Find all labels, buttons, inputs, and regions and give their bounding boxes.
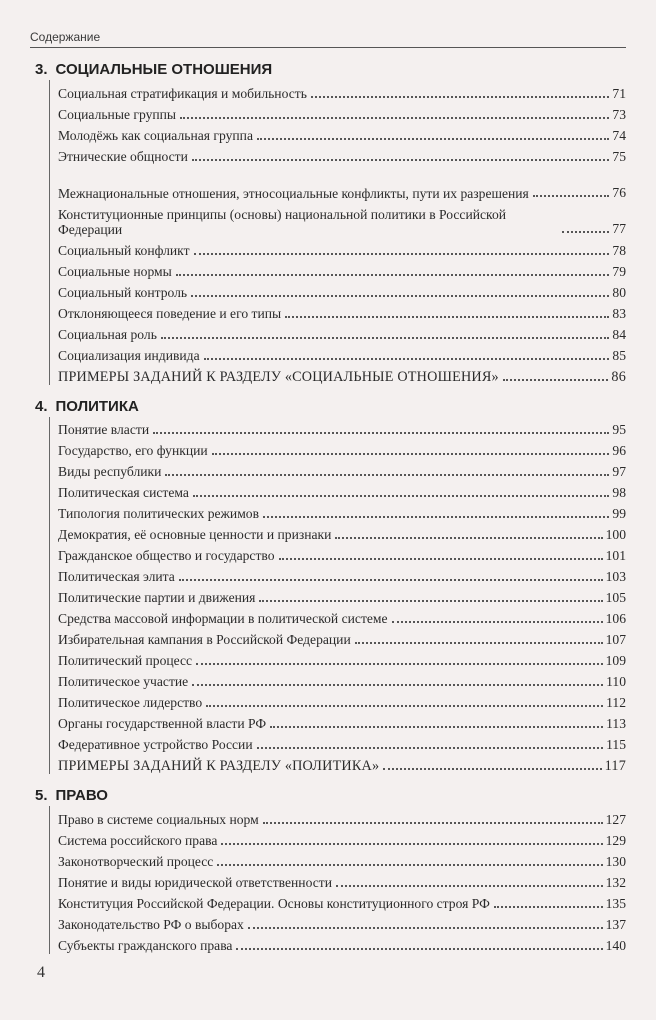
entry-page: 97 [612,464,626,479]
entry-page: 75 [612,149,626,164]
toc-entry[interactable] [50,627,626,648]
entry-page: 127 [605,812,626,827]
entry-page: 73 [612,107,626,122]
entry-page: 86 [611,369,626,385]
toc-entry[interactable] [50,201,626,237]
leader-dots [193,495,610,497]
toc-entry[interactable] [50,585,626,606]
leader-dots [279,558,603,560]
toc-entry[interactable] [50,80,626,102]
entry-title: Политическое участие [58,674,189,689]
toc-entry[interactable] [50,480,626,501]
entry-page: 74 [612,128,626,143]
toc-entry[interactable] [50,259,626,280]
section-heading: СОЦИАЛЬНЫЕ ОТНОШЕНИЯ [55,61,273,78]
header-title: Содержание [30,30,101,44]
entry-page: 85 [612,348,626,363]
entry-title: Политическая система [58,485,189,500]
entry-page: 78 [612,243,626,258]
entry-page: 71 [612,86,626,101]
entry-page: 132 [605,875,626,890]
leader-dots [355,642,603,644]
entry-title: Избирательная кампания в Российской Федерации [58,632,351,647]
entry-page: 77 [612,221,626,236]
entry-title: ПРИМЕРЫ ЗАДАНИЙ К РАЗДЕЛУ «ПОЛИТИКА» [58,758,380,774]
leader-dots [503,379,609,381]
section-heading: ПОЛИТИКА [55,398,139,415]
leader-dots [270,726,603,728]
entry-title: ПРИМЕРЫ ЗАДАНИЙ К РАЗДЕЛУ «СОЦИАЛЬНЫЕ ОТНОШЕНИЯ» [58,369,499,385]
entry-page: 80 [612,285,626,300]
entry-title: Межнациональные отношения, этносоциальные конфликты, пути их разрешения [58,186,529,201]
toc-entry[interactable] [50,891,626,912]
entry-title: Виды республики [58,464,162,479]
leader-dots [285,316,609,318]
toc-entry[interactable] [50,144,626,165]
entry-page: 76 [612,185,626,200]
toc-entry[interactable] [50,870,626,891]
leader-dots [533,195,610,197]
leader-dots [206,705,603,707]
entry-page: 113 [606,716,626,731]
leader-dots [179,579,603,581]
entry-title: Законодательство РФ о выборах [58,917,244,932]
entry-title: Типология политических режимов [58,506,260,521]
leader-dots [196,663,603,665]
entry-title: Социальный контроль [58,285,188,300]
toc-entry[interactable] [50,522,626,543]
toc-entry-examples[interactable] [50,753,626,774]
leader-dots [212,453,610,455]
leader-dots [161,337,609,339]
section-number: 3. [35,61,48,78]
entry-page: 105 [605,590,626,605]
leader-dots [335,537,602,539]
leader-dots [191,295,609,297]
entry-title: Социальный конфликт [58,243,190,258]
entry-title: Политические партии и движения [58,590,256,605]
leader-dots [153,432,609,434]
leader-dots [165,474,609,476]
toc-entry[interactable] [50,301,626,322]
entry-title: Социальные нормы [58,264,172,279]
leader-dots [259,600,602,602]
leader-dots [217,864,602,866]
leader-dots [257,747,604,749]
entry-page: 129 [605,833,626,848]
toc-entry[interactable] [50,806,626,828]
entry-title: Конституционные принципы (основы) национальной политики в Российской Федерации [58,207,507,237]
toc-entry[interactable] [50,165,626,201]
toc-entry[interactable] [50,501,626,522]
section-social-relations [32,60,626,385]
entry-title: Понятие и виды юридической ответственности [58,875,332,890]
entry-page: 109 [605,653,626,668]
entry-title: Социальная стратификация и мобильность [58,86,307,101]
toc-entry[interactable] [50,459,626,480]
section-politics [32,397,626,774]
entry-title: Конституция Российской Федерации. Основы конституционного строя РФ [58,896,490,911]
entry-page: 83 [612,306,626,321]
entry-title: Этнические общности [58,149,188,164]
section-number: 4. [35,398,48,415]
entry-page: 112 [606,695,626,710]
toc-entry[interactable] [50,438,626,459]
entry-title: Субъекты гражданского права [58,938,233,953]
toc-entry[interactable] [50,564,626,585]
toc-entry[interactable] [50,606,626,627]
toc-entry[interactable] [50,690,626,711]
leader-dots [383,768,601,770]
toc-entry[interactable] [50,828,626,849]
toc-entry[interactable] [50,237,626,259]
toc-entry[interactable] [50,123,626,144]
entry-title: Молодёжь как социальная группа [58,128,253,143]
entry-page: 140 [605,938,626,953]
leader-dots [180,117,609,119]
entry-page: 95 [612,422,626,437]
page-header [30,30,626,48]
section-title [35,397,626,417]
section-law [32,786,626,954]
entry-page: 106 [605,611,626,626]
entry-page: 79 [612,264,626,279]
entry-title: Социализация индивида [58,348,200,363]
toc-entry[interactable] [50,732,626,753]
leader-dots [194,253,610,255]
leader-dots [494,906,603,908]
leader-dots [336,885,603,887]
entry-title: Федеративное устройство России [58,737,253,752]
leader-dots [257,138,609,140]
leader-dots [248,927,603,929]
entry-title: Государство, его функции [58,443,208,458]
toc-entry[interactable] [50,648,626,669]
entry-page: 100 [605,527,626,542]
toc-entry[interactable] [50,849,626,870]
leader-dots [236,948,602,950]
section-title [35,786,626,806]
entry-page: 99 [612,506,626,521]
toc-entry[interactable] [50,280,626,301]
entry-title: Политическая элита [58,569,175,584]
entry-page: 84 [612,327,626,342]
entry-title: Средства массовой информации в политической системе [58,611,388,626]
leader-dots [192,159,610,161]
entry-title: Демократия, её основные ценности и признаки [58,527,332,542]
toc-entry[interactable] [50,711,626,732]
entry-title: Отклоняющееся поведение и его типы [58,306,282,321]
toc-entry[interactable] [50,912,626,933]
entry-page: 137 [605,917,626,932]
leader-dots [221,843,602,845]
entry-page: 135 [605,896,626,911]
leader-dots [204,358,610,360]
entry-page: 98 [612,485,626,500]
toc-entry[interactable] [50,102,626,123]
leader-dots [176,274,610,276]
entry-title: Законотворческий процесс [58,854,214,869]
entry-page: 96 [612,443,626,458]
toc-list [49,417,626,774]
toc-entry[interactable] [50,417,626,438]
toc-entry-examples[interactable] [50,364,626,385]
entry-title: Политическое лидерство [58,695,203,710]
section-title [35,60,626,80]
toc-entry[interactable] [50,322,626,343]
leader-dots [192,684,603,686]
page-number: 4 [37,964,45,981]
entry-page: 101 [605,548,626,563]
entry-page: 107 [605,632,626,647]
toc-entry[interactable] [50,343,626,364]
leader-dots [311,96,610,98]
toc-list [49,80,626,385]
entry-page: 130 [605,854,626,869]
section-heading: ПРАВО [55,787,108,804]
entry-title: Гражданское общество и государство [58,548,275,563]
toc-entry[interactable] [50,669,626,690]
leader-dots [263,822,603,824]
entry-page: 110 [606,674,626,689]
entry-title: Право в системе социальных норм [58,812,259,827]
toc-entry[interactable] [50,543,626,564]
section-number: 5. [35,787,48,804]
entry-title: Социальная роль [58,327,157,342]
entry-title: Органы государственной власти РФ [58,716,267,731]
entry-title: Понятие власти [58,422,150,437]
leader-dots [263,516,609,518]
leader-dots [562,231,609,233]
entry-page: 103 [605,569,626,584]
leader-dots [392,621,603,623]
toc-list [49,806,626,954]
entry-title: Система российского права [58,833,218,848]
entry-page: 117 [604,758,626,774]
entry-title: Политический процесс [58,653,193,668]
entry-title: Социальные группы [58,107,177,122]
entry-page: 115 [606,737,626,752]
toc-entry[interactable] [50,933,626,954]
